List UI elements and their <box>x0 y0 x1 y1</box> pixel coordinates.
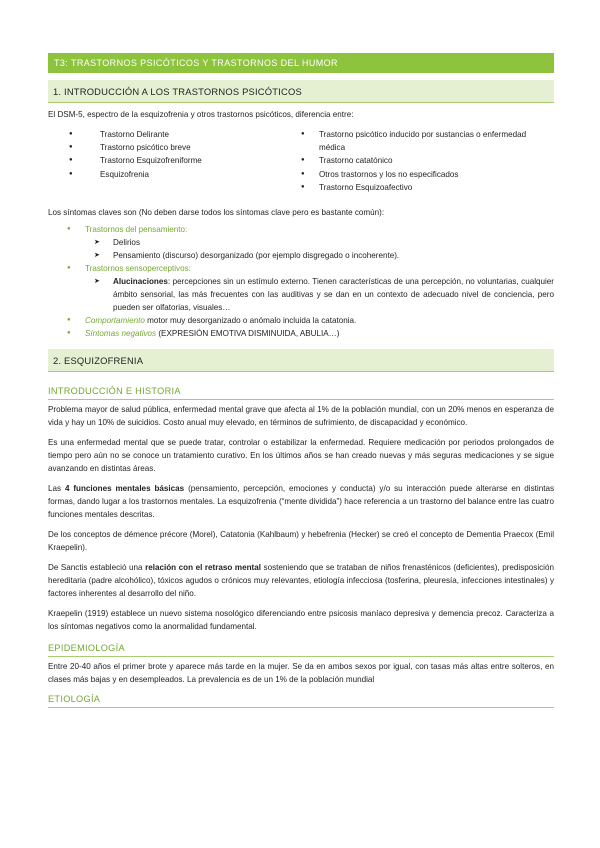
symptom-thought <box>48 223 554 262</box>
key-symptoms-list <box>48 223 554 340</box>
list-item: ● Trastorno psicótico inducido por sustancias o enfermedad médica <box>301 128 554 154</box>
text-run: sosteniendo que se trataban de niños frenasténicos (deficientes), predisposición hereditaria (padre alcohólico), tóxicos agudos o crónicos muy relevantes, etiología infecciosa (tosferina, pleuresía, infecciones intestinales) y factores inherentes al desarrollo del niño. <box>48 563 554 599</box>
symptom-label: Comportamiento <box>85 316 145 326</box>
subheading-intro-history: INTRODUCCIÓN E HISTORIA <box>48 384 554 400</box>
disorder-list-right <box>301 128 554 194</box>
list-item: ➤ Pensamiento (discurso) desorganizado (por ejemplo disgregado o incoherente). <box>85 249 554 262</box>
document-page <box>48 53 554 708</box>
subheading-epidemiology: EPIDEMIOLOGÍA <box>48 641 554 657</box>
list-item <box>85 275 554 314</box>
subheading-etiology: ETIOLOGÍA <box>48 692 554 708</box>
paragraph: Kraepelin (1919) establece un nuevo sistema nosológico diferenciando entre psicosis maníaco depresiva y demencia precoz. Caracteriza a los síntomas negativos como la anormalidad fundamental. <box>48 609 554 632</box>
symptom-text: motor muy desorganizado o anómalo incluida la catatonia. <box>144 316 357 326</box>
symptoms-intro-text: Los síntomas claves son (No deben darse todos los síntomas clave pero es bastante común): <box>48 208 385 218</box>
list-item: ● Esquizofrenia <box>48 168 301 181</box>
symptom-sensory <box>48 262 554 314</box>
symptom-text: EXPRESIÓN EMOTIVA DISMINUIDA, ABULIA…) <box>161 329 340 339</box>
list-item: ● Otros trastornos y los no especificados <box>301 168 554 181</box>
section-heading-intro-psychotic: 1. INTRODUCCIÓN A LOS TRASTORNOS PSICÓTICOS <box>48 80 554 103</box>
list-item: ● Trastorno Esquizofreniforme <box>48 154 301 167</box>
bold-phrase: 4 funciones mentales básicas <box>64 484 185 494</box>
bold-phrase: relación con el retraso mental <box>145 563 261 573</box>
symptom-label: Síntomas negativos <box>85 329 157 339</box>
paragraph: De los conceptos de démence précore (Morel), Catatonia (Kahlbaum) y hebefrenia (Hecker) se creó el concepto de Dementia Praecox (Emil Kraepelin). <box>48 530 554 553</box>
list-item: ● Trastorno psicótico breve <box>48 141 301 154</box>
text-run: Las <box>48 484 65 494</box>
list-item: ● Trastorno Delirante <box>48 128 301 141</box>
paragraph <box>48 561 554 600</box>
list-item: ● Trastorno catatónico <box>301 154 554 167</box>
disorder-list-left <box>48 128 301 194</box>
section-heading-schizophrenia: 2. ESQUIZOFRENIA <box>48 349 554 372</box>
document-title: T3: TRASTORNOS PSICÓTICOS Y TRASTORNOS DEL HUMOR <box>48 53 554 73</box>
list-item: ➤ Delirios <box>85 236 554 249</box>
paragraph: Entre 20-40 años el primer brote y aparece más tarde en la mujer. Se da en ambos sexos por igual, con tasas más altas entre solteros, en clases más bajas y en desempleados. La prevalencia es de un 1% de la población mundial <box>48 662 554 685</box>
symptom-label: Trastornos del pensamiento: <box>85 225 188 235</box>
hallucinations-text: : percepciones sin un estímulo externo. Tienen características de una percepción, no voluntarias, cualquier ámbito sensorial, las más frecuentes con las auditivas y se dan en un contexto de adecuado nivel de conciencia, pero pueden ser olfatorias, visuales… <box>113 277 554 313</box>
text-run: De Sanctis estableció una <box>48 563 146 573</box>
text-run: (pensamiento, percepción, emociones y conducta) y/o su interacción puede alterarse en distintas formas, dando lugar a los trastornos mentales. La esquizofrenia (“mente dividida”) hace referencia a un trastorno del balance entre las cuatro funciones mentales descritas. <box>48 484 554 520</box>
symptom-label: Trastornos sensoperceptivos: <box>85 264 191 274</box>
paragraph: Es una enfermedad mental que se puede tratar, controlar o estabilizar la enfermedad. Requiere medicación por periodos prolongados de tiempo pero aún no se conoce un tratamiento curativo. En los últimos años se han creado nuevas y más seguras medicaciones y se sigue avanzando en distintas áreas. <box>48 438 554 474</box>
disorder-columns <box>48 128 554 194</box>
symptom-motor <box>48 314 554 327</box>
hallucinations-label: Alucinaciones <box>113 277 168 287</box>
paragraph: Problema mayor de salud pública, enfermedad mental grave que afecta al 1% de la población mundial, con un 20% menos en esperanza de vida y hay un 10% de suicidios. Costo anual muy elevado, en términos de sufrimiento, de discapacidad y económico. <box>48 405 554 428</box>
list-item: ● Trastorno Esquizoafectivo <box>301 181 554 194</box>
symptom-negative <box>48 327 554 340</box>
symptom-paren: ( <box>156 329 162 339</box>
paragraph <box>48 482 554 521</box>
dsm5-intro-text: El DSM-5, espectro de la esquizofrenia y otros trastornos psicóticos, diferencia entre: <box>48 110 354 119</box>
